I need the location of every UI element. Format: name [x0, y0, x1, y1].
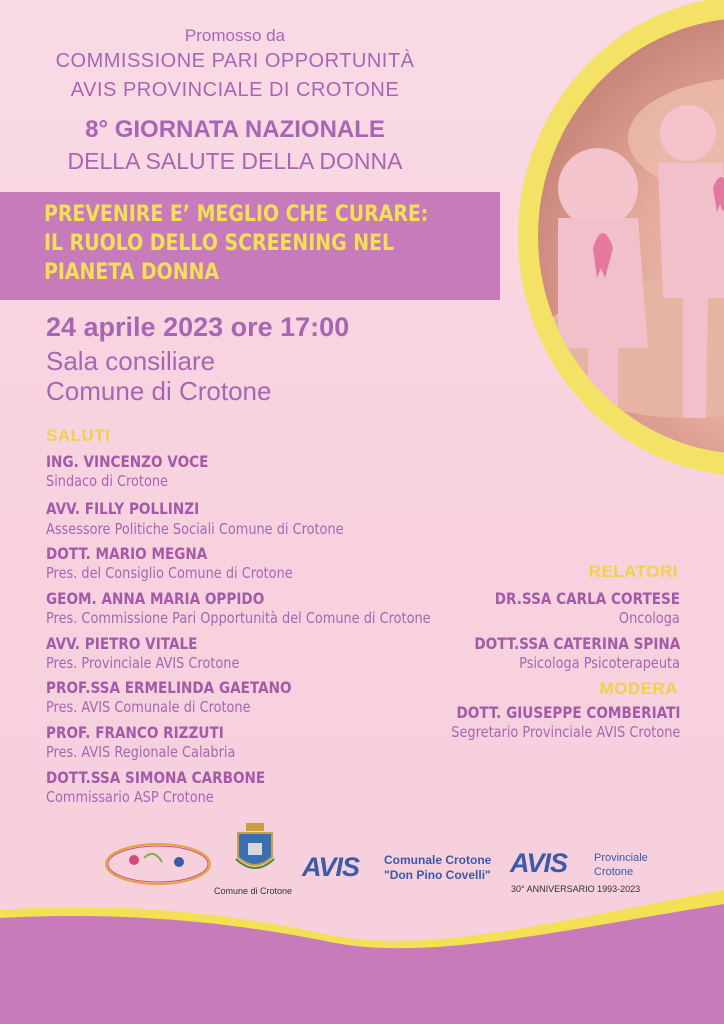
comune-crotone-coat-of-arms [234, 823, 276, 875]
banner-line-3: PIANETA DONNA [44, 260, 220, 285]
speaker-name: AVV. PIETRO VITALE [46, 634, 198, 653]
bottom-wave-decoration [0, 880, 724, 1024]
paper-dolls-illustration [538, 18, 724, 454]
avis-anniversary: 30° ANNIVERSARIO 1993-2023 [511, 884, 641, 894]
speaker-role: Psicologa Psicoterapeuta [519, 654, 680, 672]
speaker-name: PROF.SSA ERMELINDA GAETANO [46, 678, 292, 697]
banner-line-1: PREVENIRE E’ MEGLIO CHE CURARE: [44, 202, 429, 227]
event-title: 8° GIORNATA NAZIONALE [85, 116, 385, 143]
theme-banner [0, 192, 500, 300]
speaker-name: DOTT. MARIO MEGNA [46, 544, 208, 563]
event-subtitle: DELLA SALUTE DELLA DONNA [67, 148, 403, 174]
avis-provinciale-brand: AVIS [510, 848, 568, 878]
speaker-role: Pres. AVIS Regionale Calabria [46, 743, 236, 761]
speaker-name: PROF. FRANCO RIZZUTI [46, 723, 224, 742]
commission-name: COMMISSIONE PARI OPPORTUNITÀ [55, 50, 415, 72]
speaker-name: DOTT.SSA CATERINA SPINA [474, 634, 680, 653]
speaker-name: GEOM. ANNA MARIA OPPIDO [46, 589, 265, 608]
venue-line-1: Sala consiliare [46, 346, 216, 376]
speaker-role: Commissario ASP Crotone [46, 788, 214, 806]
event-date-time: 24 aprile 2023 ore 17:00 [46, 312, 350, 342]
avis-comunale-line-2: "Don Pino Covelli" [384, 868, 491, 882]
speaker-name: AVV. FILLY POLLINZI [46, 499, 200, 518]
venue-line-2: Comune di Crotone [46, 376, 272, 406]
saluti-heading: SALUTI [46, 426, 111, 445]
avis-comunale-line-1: Comunale Crotone [384, 853, 492, 867]
speaker-role: Pres. Provinciale AVIS Crotone [46, 654, 240, 672]
hands-paper-dolls-photo [538, 18, 724, 454]
speaker-name: ING. VINCENZO VOCE [46, 452, 209, 471]
avis-provinciale-line-1: Provinciale [594, 852, 648, 864]
speaker-role: Pres. Commissione Pari Opportunità del Comune di Crotone [46, 609, 431, 627]
moderator-name: DOTT. GIUSEPPE COMBERIATI [456, 703, 680, 722]
avis-provinciale-line-2: Crotone [594, 866, 634, 878]
relatori-heading: RELATORI [588, 562, 678, 581]
speaker-role: Sindaco di Crotone [46, 472, 168, 490]
speaker-role: Oncologa [619, 609, 680, 627]
organization-name: AVIS PROVINCIALE DI CROTONE [70, 79, 400, 101]
speaker-role: Pres. del Consiglio Comune di Crotone [46, 564, 293, 582]
banner-line-2: IL RUOLO DELLO SCREENING NEL [44, 231, 395, 256]
modera-heading: MODERA [599, 679, 678, 698]
pari-opportunita-logo [104, 840, 212, 888]
comune-caption: Comune di Crotone [214, 886, 293, 896]
speaker-name: DOTT.SSA SIMONA CARBONE [46, 768, 266, 787]
moderator-role: Segretario Provinciale AVIS Crotone [450, 723, 680, 741]
avis-comunale-brand: AVIS [302, 852, 360, 882]
speaker-role: Pres. AVIS Comunale di Crotone [46, 698, 251, 716]
promoted-by-label: Promosso da [184, 26, 286, 45]
speaker-name: DR.SSA CARLA CORTESE [494, 589, 680, 608]
speaker-role: Assessore Politiche Sociali Comune di Crotone [46, 520, 344, 538]
